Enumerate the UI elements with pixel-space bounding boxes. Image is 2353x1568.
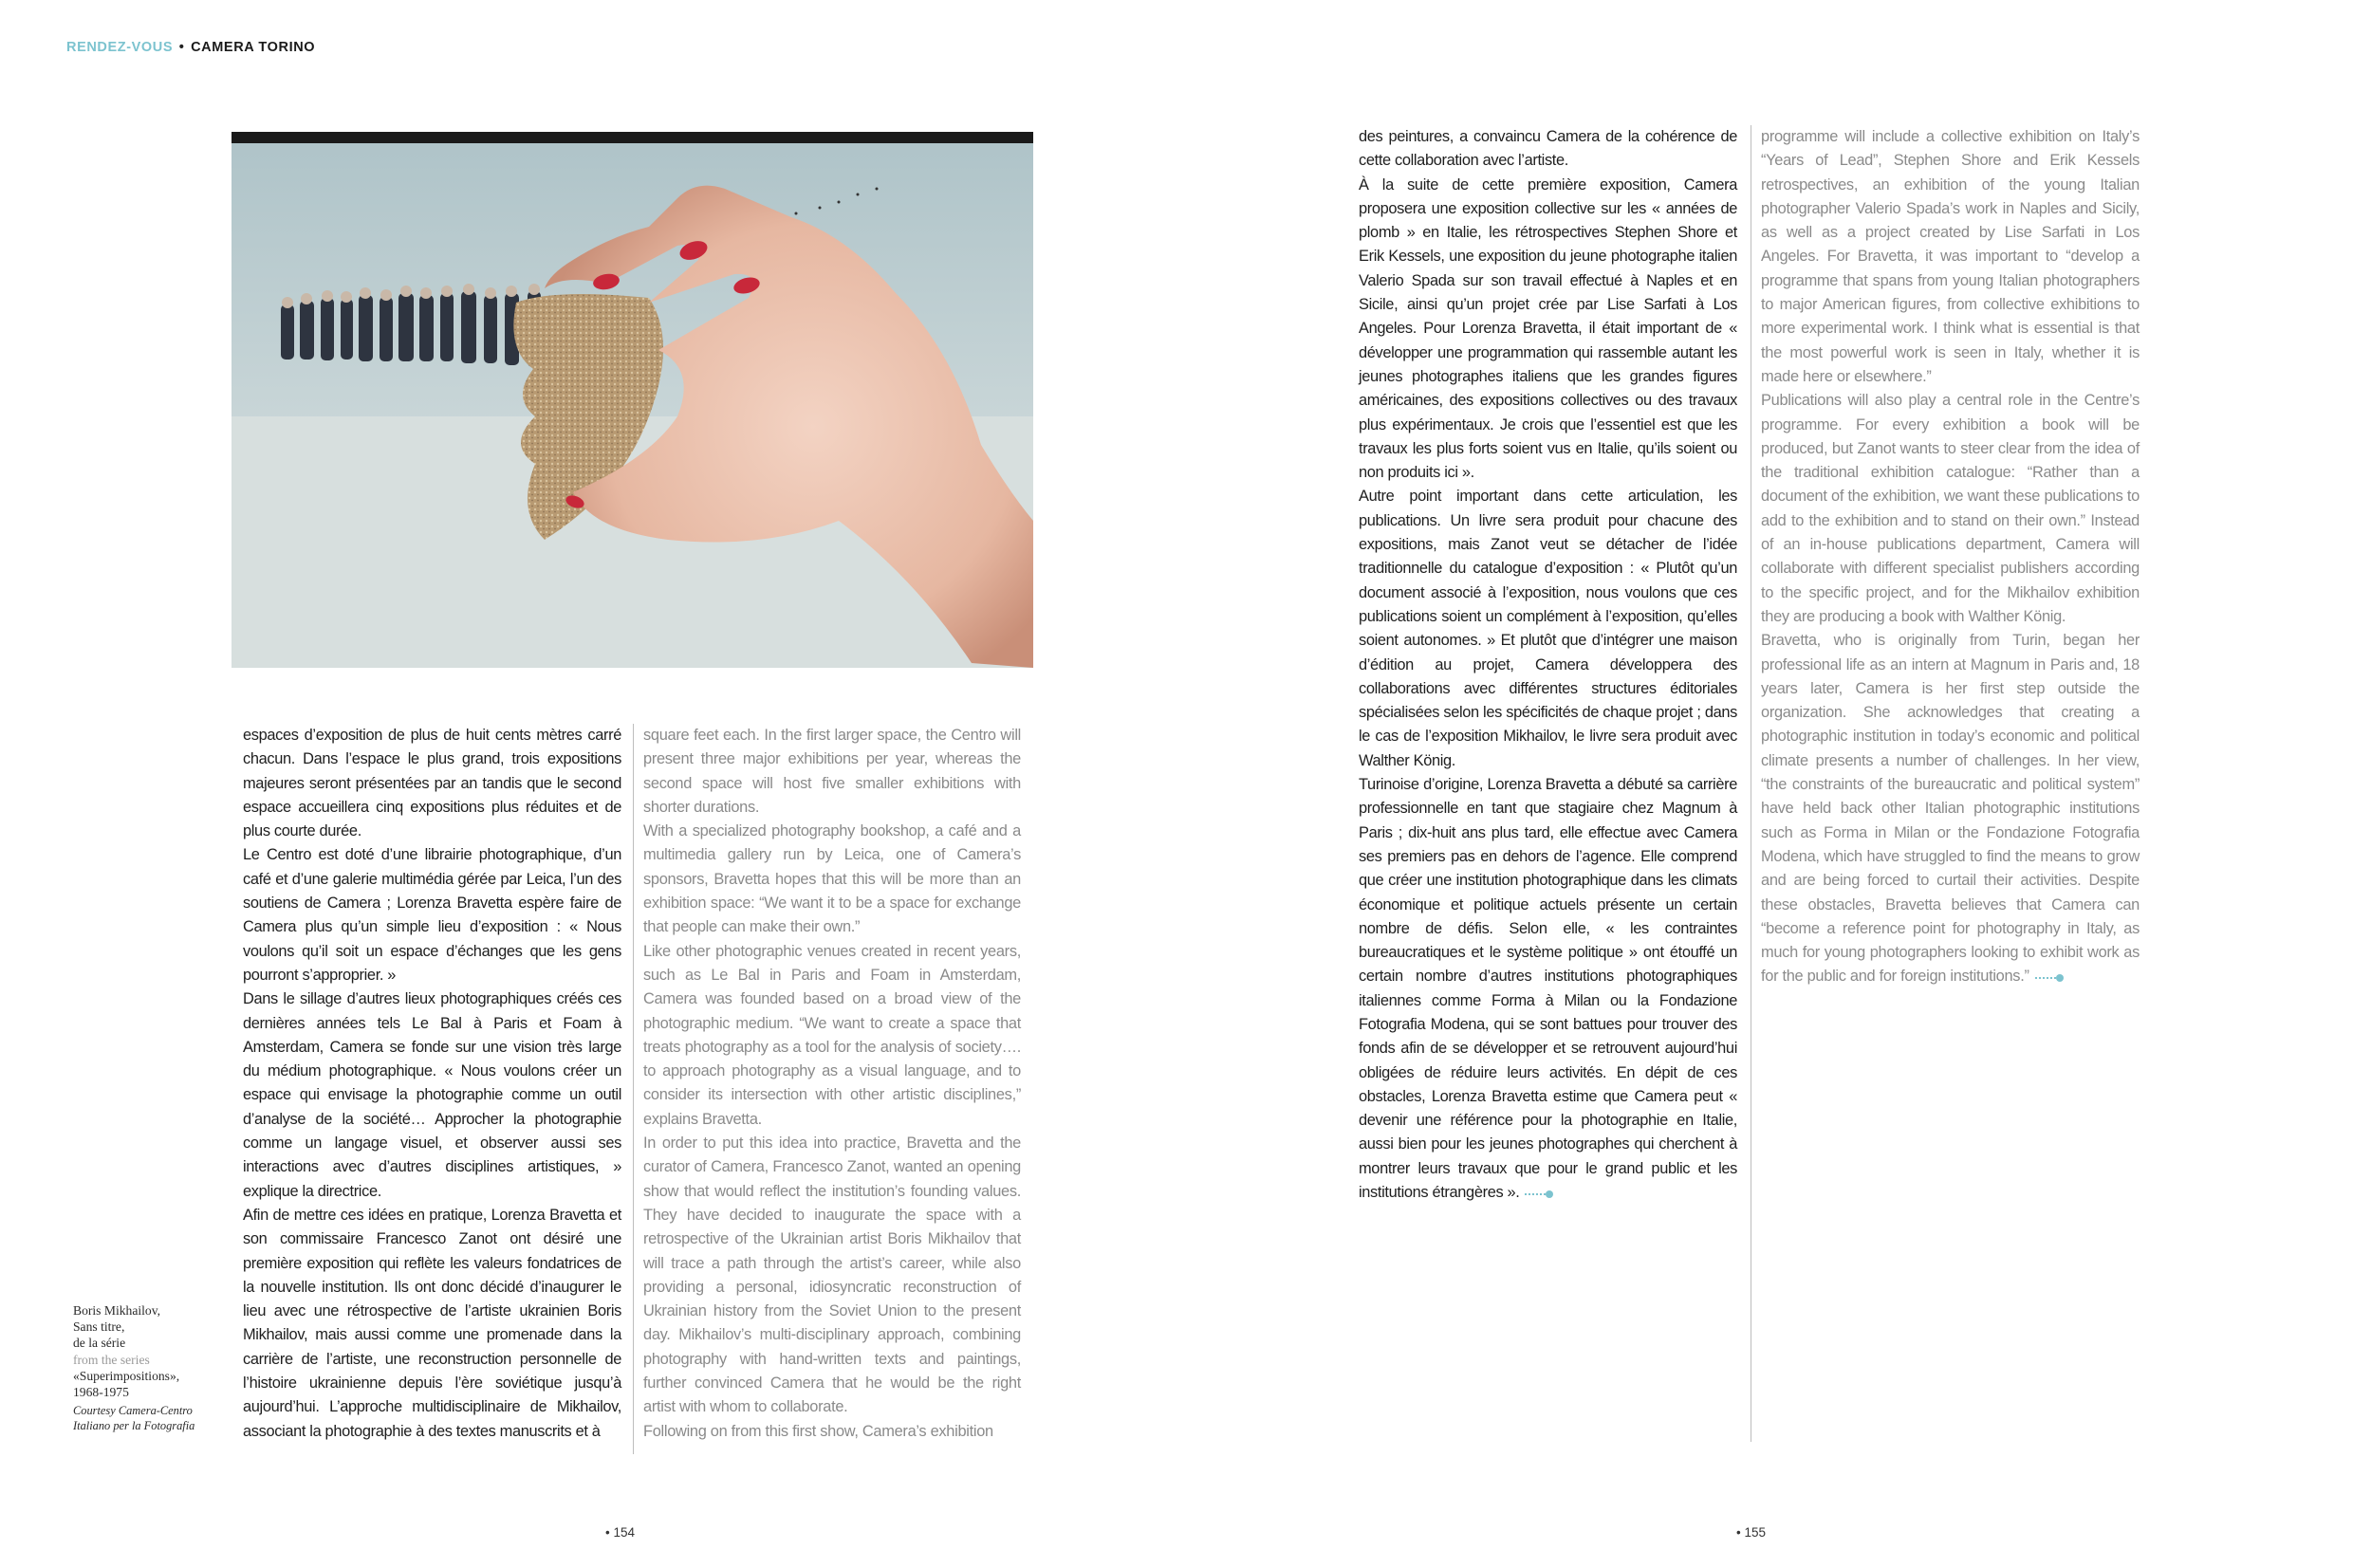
english-column-left [643, 724, 1021, 1444]
french-column-right [1359, 125, 1737, 1205]
english-paragraph: square feet each. In the first larger space, the Centro will present three major exhibitions per year, whereas the second space will host five smaller exhibitions with shorter durations. [643, 727, 1021, 816]
french-paragraph-text: Turinoise d’origine, Lorenza Bravetta a débuté sa carrière professionnelle en tant que stagiaire chez Magnum à Paris ; dix-huit ans plus tard, elle effectue avec Camera ses premiers pas en dehors de l’agence. Elle comprend que créer une institution photographique dans les climats économique et politique actuels présente un certain nombre de défis. Selon elle, « les contraintes bureaucratiques et le système politique » ont étouffé un certain nombre d’autres institutions photographiques italiennes comme Forma à Milan ou la Fondazione Fotografia Modena, qui se sont battues pour trouver des fonds afin de se développer et se retrouvent aujourd’hui obligées de réduire leurs activités. En dépit de ces obstacles, Lorenza Bravetta estime que Camera peut « devenir une référence pour la photographie en Italie, aussi bien pour les jeunes photographes qui cherchent à montrer leurs travaux que pour le grand public et les institutions étrangères ». [1359, 776, 1737, 1202]
caption-series-en: from the series [73, 1352, 150, 1367]
running-head [66, 40, 315, 55]
caption-title: Sans titre, [73, 1319, 125, 1335]
column-divider [633, 724, 634, 1454]
separator-dot: • [178, 40, 185, 55]
right-page [1176, 0, 2353, 1568]
french-paragraph: des peintures, a convaincu Camera de la cohérence de cette collaboration avec l’artiste. [1359, 128, 1737, 170]
caption-years: 1968-1975 [73, 1385, 129, 1400]
french-paragraph-last [1359, 773, 1737, 1205]
english-paragraph-last [1761, 629, 2140, 988]
caption-artist: Boris Mikhailov, [73, 1303, 161, 1318]
caption-credit: Courtesy Camera-Centro Italiano per la Fotografia [73, 1404, 195, 1432]
superimposition-photo-illustration [232, 132, 1033, 668]
english-paragraph: With a specialized photography bookshop, a café and a multimedia gallery run by Leica, one of Camera’s sponsors, Bravetta hopes that this will be more than an exhibition space: “We want it to be a space for exchange that people can make their own.” [643, 822, 1021, 936]
french-paragraph: Autre point important dans cette articulation, les publications. Un livre sera produit pour chacune des expositions, mais Zanot veut se détacher de l’idée traditionnelle du catalogue d’exposition : « Plutôt qu’un document associé à l’exposition, nous voulons que ces publications soient un complément à l’exposition, qu’elles soient autonomes. » Et plutôt que d’intégrer une maison d’édition au projet, Camera développera des collaborations avec différentes structures éditoriales spécialisées selon les spécificités de chaque projet ; dans le cas de l’exposition Mikhailov, le livre sera produit avec Walther König. [1359, 488, 1737, 769]
english-paragraph: Publications will also play a central role in the Centre’s programme. For every exhibition a book will be produced, but Zanot wants to steer clear from the idea of the traditional exhibition catalogue: “Rather than a document of the exhibition, we want these publications to add to the exhibition and to stand on their own.” Instead of an in-house publications department, Camera will collaborate with different specialist publishers according to the specific project, and for the Mikhailov exhibition they are producing a book with Walther König. [1761, 392, 2140, 625]
french-column-left [243, 724, 621, 1444]
english-paragraph-text: Bravetta, who is originally from Turin, began her professional life as an intern at Magnum in Paris and, 18 years later, Camera is her first step outside the organization. She acknowledges that creating a photographic institution in today’s economic and political climate presents a number of challenges. In her view, “the constraints of the bureaucratic and political system” have held back other Italian photographic institutions such as Forma in Milan or the Fondazione Fotografia Modena, which have struggled to find the means to grow and are being forced to curtail their activities. Despite these obstacles, Bravetta believes that Camera can “become a reference point for photography in Italy, as much for young photographers looking to exhibit work as for the public and for foreign institutions.” [1761, 632, 2140, 986]
caption-series-name: «Superimpositions», [73, 1368, 180, 1383]
english-column-right [1761, 125, 2140, 989]
english-paragraph: programme will include a collective exhibition on Italy’s “Years of Lead”, Stephen Shore and Erik Kessels retrospectives, an exhibition of the young Italian photographer Valerio Spada’s work in Naples and Sicily, as well as a project created by Lise Sarfati in Los Angeles. For Bravetta, it was important to “develop a programme that spans from young Italian photographers to major American figures, from collective exhibitions to more experimental work. I think what is essential is that the most powerful work is seen in Italy, whether it is made here or elsewhere.” [1761, 128, 2140, 385]
english-paragraph: Following on from this first show, Camera’s exhibition [643, 1422, 993, 1440]
english-paragraph: In order to put this idea into practice, Bravetta and the curator of Camera, Francesco Zanot, wanted an opening show that would reflect the institution’s founding values. They have decided to inaugurate the space with a retrospective of the Ukrainian artist Boris Mikhailov that will trace a path through the artist’s career, while also providing a personal, idiosyncratic reconstruction of Ukrainian history from the Soviet Union to the present day. Mikhailov’s multi-disciplinary approach, combining photography with hand-written texts and paintings, further convinced Camera that he would be the right artist with whom to collaborate. [643, 1134, 1021, 1416]
caption-series-fr: de la série [73, 1336, 126, 1351]
french-paragraph: À la suite de cette première exposition, Camera proposera une exposition collective sur les « années de plomb » en Italie, les rétrospectives Stephen Shore et Erik Kessels, une exposition du jeune photographe italien Valerio Spada sur son travail effectué à Naples et en Sicile, ainsi qu’un projet crée par Lise Sarfati à Los Angeles. Pour Lorenza Bravetta, il était important de « développer une programmation qui rassemble autant les jeunes photographes italiens que les grandes figures américaines, des expositions collectives ou des travaux plus expérimentaux. Je crois que l’essentiel est que les travaux les plus forts soient vus en Italie, qu’ils soient ou non produits ici ». [1359, 175, 1737, 482]
french-paragraph: espaces d’exposition de plus de huit cents mètres carré chacun. Dans l’espace le plus grand, trois expositions majeures seront présentées par an tandis que le second espace accueillera cinq expositions plus réduites et de plus courte durée. [243, 727, 621, 840]
end-of-article-mark [2035, 973, 2064, 981]
page-number: • 154 [605, 1525, 636, 1540]
magazine-section-title: CAMERA TORINO [191, 40, 316, 55]
left-page [0, 0, 1176, 1568]
section-label: RENDEZ-VOUS [66, 40, 174, 55]
french-paragraph: Afin de mettre ces idées en pratique, Lorenza Bravetta et son commissaire Francesco Zanot ont désiré une première exposition qui reflète les valeurs fondatrices de la nouvelle institution. Ils ont donc décidé d’inaugurer le lieu avec une rétrospective de l’artiste ukrainien Boris Mikhailov, mais aussi comme une promenade dans la carrière de l’artiste, une reconstruction personnelle de l’histoire ukrainienne depuis l’ère soviétique jusqu’à aujourd’hui. L’approche multidisciplinaire de Mikhailov, associant la photographie à des textes manuscrits et à [243, 1206, 621, 1440]
french-paragraph: Le Centro est doté d’une librairie photographique, d’un café et d’une galerie multimédia gérée par Leica, l’un des soutiens de Camera ; Lorenza Bravetta espère faire de Camera plus qu’un simple lieu d’exposition : « Nous voulons qu’il soit un espace d’échanges que les gens pourront s’approprier. » [243, 846, 621, 984]
english-paragraph: Like other photographic venues created in recent years, such as Le Bal in Paris and Foam in Amsterdam, Camera was founded based on a broad view of the photographic medium. “We want to create a space that treats photography as a tool for the analysis of society…. to approach photography as a visual language, and to consider its intersection with other artistic disciplines,” explains Bravetta. [643, 942, 1021, 1128]
artwork-photo [232, 132, 1033, 668]
french-paragraph: Dans le sillage d’autres lieux photographiques créés ces dernières années tels Le Bal à Paris et Foam à Amsterdam, Camera se fonde sur une vision très large du médium photographique. « Nous voulons créer un espace qui envisage la photographie comme un outil d’analyse de la société… Approcher la photographie comme un langage visuel, et observer aussi ses interactions avec d’autres disciplines artistiques, » explique la directrice. [243, 990, 621, 1200]
photo-caption [73, 1302, 196, 1433]
end-of-article-mark [1525, 1190, 1553, 1197]
page-number: • 155 [1736, 1525, 1767, 1540]
